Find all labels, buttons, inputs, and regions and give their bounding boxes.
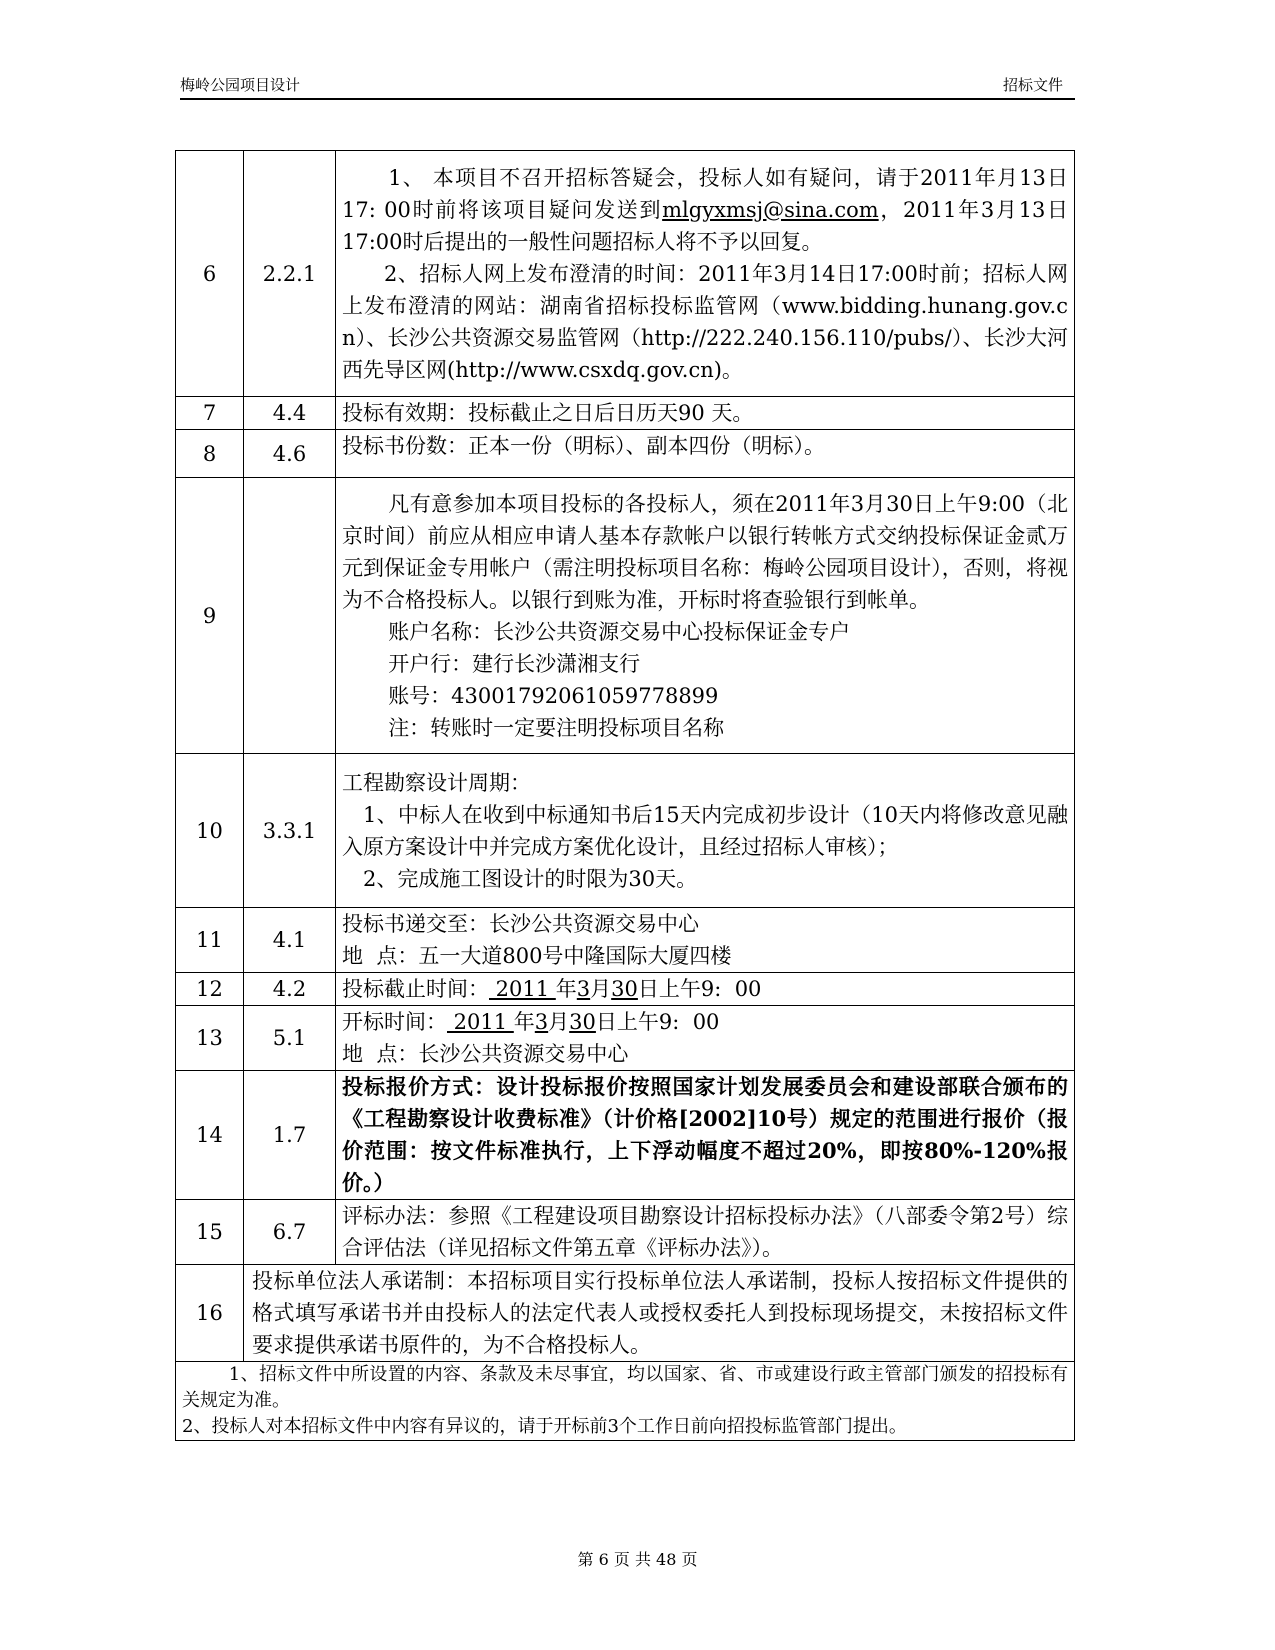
row-content (336, 478, 1075, 754)
account-number: 账号：430017920610597788​99 (388, 683, 719, 708)
row-content: 投标书份数：正本一份（明标）、副本四份（明标）。 (336, 430, 1075, 478)
table-row (176, 151, 1075, 397)
clause-number: 2.2.1 (244, 151, 336, 397)
clause-number: 4.1 (244, 908, 336, 973)
clause-number: 4.2 (244, 973, 336, 1006)
content-line: 地 点：长沙公共资源交易中心 (342, 1042, 629, 1066)
row-content: 投标有效期：投标截止之日后日历天90 天。 (336, 397, 1075, 430)
row-number: 14 (176, 1071, 244, 1200)
page-number: 第 6 页 共 48 页 (577, 1550, 698, 1569)
row-number: 15 (176, 1200, 244, 1265)
bid-data-table (175, 150, 1075, 1441)
content-paragraph: 凡有意参加本项目投标的各投标人，须在2011年3月30日上午9:00（北京时间）前应从相应申请人基本存款帐户以银行转帐方式交纳投标保证金贰万元到保证金专用帐户（需注明投标项目名称：梅岭公园项目设计），否则，将视为不合格投标人。以银行到账为准，开标时将查验银行到帐单。 (342, 491, 1068, 612)
clause-number (244, 478, 336, 754)
table-row (176, 430, 1075, 478)
table-row (176, 1006, 1075, 1071)
content-line: 地 点：五一大道800号中隆国际大厦四楼 (342, 944, 732, 968)
clause-number: 3.3.1 (244, 754, 336, 908)
content-paragraph: 1、中标人在收到中标通知书后15天内完成初步设计（10天内将修改意见融入原方案设计中并完成方案优化设计，且经过招标人审核）； (342, 802, 1068, 859)
clause-number: 4.6 (244, 430, 336, 478)
table-row (176, 478, 1075, 754)
row-number: 13 (176, 1006, 244, 1071)
account-name: 账户名称：长沙公共资源交易中心投标保证金专户 (388, 619, 851, 644)
row-content: 投标报价方式：设计投标报价按照国家计划发展委员会和建设部联合颁布的《工程勘察设计收费标准》（计价格[2002]10号）规定的范围进行报价（报价范围：按文件标准执行，上下浮动幅度不超过20%，即按80%-120%报价。） (336, 1071, 1075, 1200)
row-number: 7 (176, 397, 244, 430)
bank-name: 开户行：建行长沙潇湘支行 (388, 651, 641, 676)
table-row (176, 1265, 1075, 1362)
content-paragraph: 2、招标人网上发布澄清的时间：2011年3月14日17:00时前；招标人网上发布澄清的网站：湖南省招标投标监管网（www.bidding.hunang.gov.cn）、长沙公共资源交易监管网（http://222.240.156.110/pubs/）、长沙大河西先导区网(http://www.csxdq.gov.cn)。 (342, 261, 1068, 382)
email-link[interactable]: mlgyxmsj@sina.com (662, 197, 879, 222)
clause-number: 5.1 (244, 1006, 336, 1071)
table-row (176, 754, 1075, 908)
row-content: 评标办法：参照《工程建设项目勘察设计招标投标办法》（八部委令第2号）综合评估法（详见招标文件第五章《评标办法》）。 (336, 1200, 1075, 1265)
clause-number: 1.7 (244, 1071, 336, 1200)
content-paragraph: 2、完成施工图设计的时限为30天。 (363, 866, 698, 891)
table-row (176, 908, 1075, 973)
content-line: 开标时间： 2011 年3月30日上午9: 00 (342, 1010, 720, 1034)
row-number: 11 (176, 908, 244, 973)
notes-row (176, 1362, 1075, 1441)
row-number: 16 (176, 1265, 244, 1362)
table-row (176, 1200, 1075, 1265)
row-content (336, 1006, 1075, 1071)
clause-number: 4.4 (244, 397, 336, 430)
row-content (336, 908, 1075, 973)
transfer-note: 注：转账时一定要注明投标项目名称 (388, 715, 725, 740)
content-paragraph: 工程勘察设计周期： (342, 770, 531, 795)
note-item: 2、投标人对本招标文件中内容有异议的，请于开标前3个工作日前向招投标监管部门提出。 (182, 1416, 907, 1437)
header-doc-type: 招标文件 (1002, 76, 1063, 94)
clause-number: 6.7 (244, 1200, 336, 1265)
content-paragraph: 1、 本项目不召开招标答疑会，投标人如有疑问，请于2011年月13日17: 00时前将该项目疑问发送到mlgyxmsj@sina.com，2011年3月13日17:00时后提出的一般性问题招标人将不予以回复。 (342, 165, 1068, 254)
table-row (176, 973, 1075, 1006)
row-number: 9 (176, 478, 244, 754)
row-number: 6 (176, 151, 244, 397)
notes-cell (176, 1362, 1075, 1441)
row-content (336, 754, 1075, 908)
header-project-name: 梅岭公园项目设计 (180, 76, 301, 94)
row-content (336, 151, 1075, 397)
row-number: 12 (176, 973, 244, 1006)
page-header (180, 72, 1075, 100)
table-row (176, 397, 1075, 430)
row-content: 投标单位法人承诺制：本招标项目实行投标单位法人承诺制，投标人按招标文件提供的格式填写承诺书并由投标人的法定代表人或授权委托人到投标现场提交，未按招标文件要求提供承诺书原件的，为不合格投标人。 (244, 1265, 1075, 1362)
content-line: 投标书递交至：长沙公共资源交易中心 (342, 912, 699, 936)
row-number: 10 (176, 754, 244, 908)
row-number: 8 (176, 430, 244, 478)
table-row (176, 1071, 1075, 1200)
row-content: 投标截止时间： 2011 年3月30日上午9: 00 (336, 973, 1075, 1006)
note-item: 1、招标文件中所设置的内容、条款及未尽事宜，均以国家、省、市或建设行政主管部门颁发的招投标有关规定为准。 (182, 1364, 1068, 1411)
